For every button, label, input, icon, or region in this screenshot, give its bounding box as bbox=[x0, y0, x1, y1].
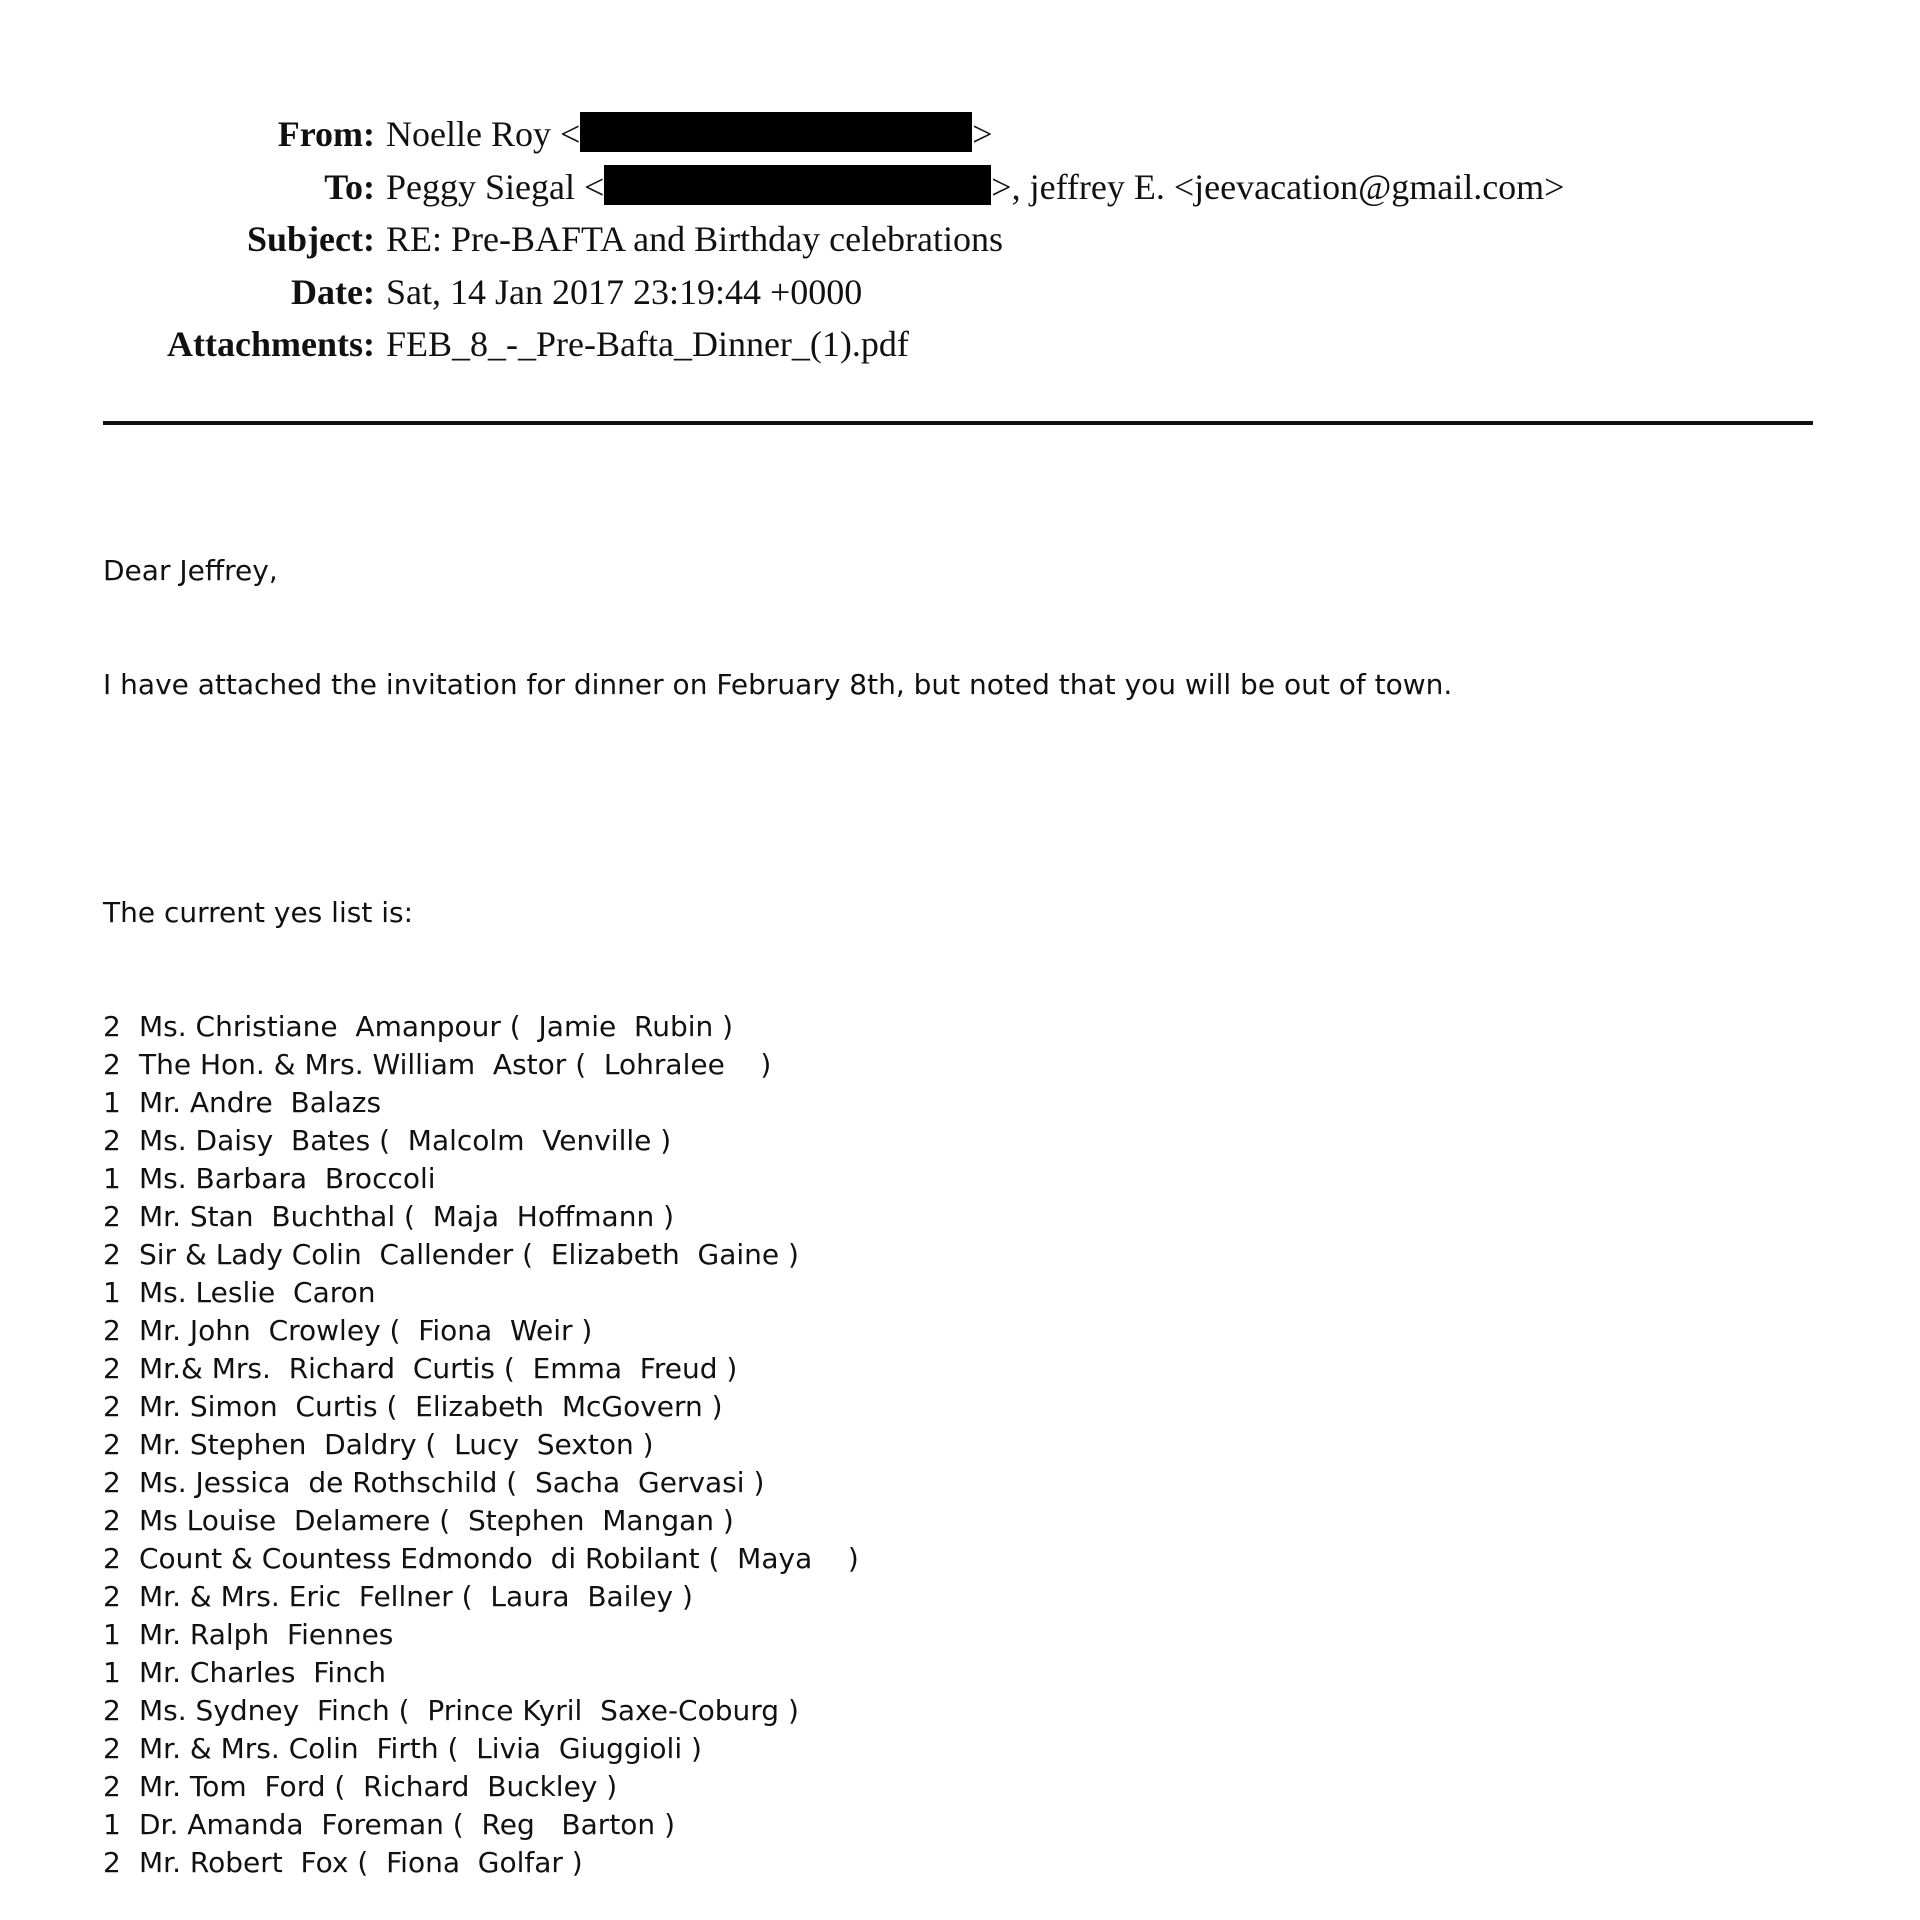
from-name: Noelle Roy < bbox=[386, 114, 581, 154]
to-label: To: bbox=[324, 166, 375, 207]
greeting: Dear Jeffrey, bbox=[103, 554, 278, 587]
list-intro: The current yes list is: bbox=[103, 896, 413, 929]
guest-count: 1 bbox=[103, 1618, 121, 1651]
email-body bbox=[103, 476, 1863, 1920]
guest-count: 2 bbox=[103, 1542, 121, 1575]
guest-name: Count & Countess Edmondo di Robilant ( Maya ) bbox=[139, 1542, 859, 1575]
guest-name: Ms. Daisy Bates ( Malcolm Venville ) bbox=[139, 1124, 672, 1157]
guest-list-item bbox=[103, 1616, 1863, 1654]
guest-name: Mr.& Mrs. Richard Curtis ( Emma Freud ) bbox=[139, 1352, 738, 1385]
guest-list-item bbox=[103, 1502, 1863, 1540]
guest-list-item bbox=[103, 1464, 1863, 1502]
guest-count: 2 bbox=[103, 1048, 121, 1081]
guest-list-item bbox=[103, 1160, 1863, 1198]
date-label: Date: bbox=[291, 271, 375, 312]
guest-list-item bbox=[103, 1122, 1863, 1160]
guest-list-item bbox=[103, 1806, 1863, 1844]
guest-name: Mr. Ralph Fiennes bbox=[139, 1618, 394, 1651]
subject-label: Subject: bbox=[247, 219, 375, 259]
guest-count: 2 bbox=[103, 1352, 121, 1385]
guest-count: 1 bbox=[103, 1162, 121, 1195]
guest-name: Sir & Lady Colin Callender ( Elizabeth Gaine ) bbox=[139, 1238, 799, 1271]
to-name: Peggy Siegal < bbox=[386, 166, 605, 207]
guest-name: Ms. Sydney Finch ( Prince Kyril Saxe-Coburg ) bbox=[139, 1694, 799, 1727]
guest-name: Ms. Christiane Amanpour ( Jamie Rubin ) bbox=[139, 1010, 734, 1043]
intro-text: I have attached the invitation for dinner on February 8th, but noted that you will be out of town. bbox=[103, 668, 1453, 701]
guest-name: Ms. Barbara Broccoli bbox=[139, 1162, 436, 1195]
subject-row bbox=[0, 213, 1920, 266]
guest-count: 2 bbox=[103, 1124, 121, 1157]
from-value bbox=[386, 108, 993, 161]
guest-list-item bbox=[103, 1236, 1863, 1274]
guest-list-item bbox=[103, 1198, 1863, 1236]
guest-list-item bbox=[103, 1768, 1863, 1806]
subject-value: RE: Pre-BAFTA and Birthday celebrations bbox=[386, 219, 1004, 259]
redaction-bar bbox=[580, 112, 972, 152]
guest-list-item bbox=[103, 1844, 1863, 1882]
header-divider bbox=[103, 421, 1813, 425]
guest-count: 2 bbox=[103, 1770, 121, 1803]
guest-count: 2 bbox=[103, 1580, 121, 1613]
guest-name: Ms Louise Delamere ( Stephen Mangan ) bbox=[139, 1504, 734, 1537]
guest-count: 2 bbox=[103, 1504, 121, 1537]
guest-list-item bbox=[103, 1540, 1863, 1578]
to-value bbox=[386, 161, 1564, 214]
guest-name: Mr. John Crowley ( Fiona Weir ) bbox=[139, 1314, 593, 1347]
guest-count: 1 bbox=[103, 1808, 121, 1841]
to-rest: >, jeffrey E. <jeevacation@gmail.com> bbox=[991, 166, 1565, 207]
guest-count: 2 bbox=[103, 1010, 121, 1043]
guest-list-item bbox=[103, 1046, 1863, 1084]
paragraph-gap bbox=[103, 780, 1863, 818]
from-close: > bbox=[972, 114, 993, 154]
attachments-label: Attachments: bbox=[167, 324, 375, 364]
guest-name: Dr. Amanda Foreman ( Reg Barton ) bbox=[139, 1808, 675, 1841]
guest-name: Ms. Leslie Caron bbox=[139, 1276, 376, 1309]
guest-count: 2 bbox=[103, 1846, 121, 1879]
email-header bbox=[0, 108, 1920, 371]
guest-name: Mr. Stephen Daldry ( Lucy Sexton ) bbox=[139, 1428, 654, 1461]
guest-name: Mr. Tom Ford ( Richard Buckley ) bbox=[139, 1770, 618, 1803]
guest-list-item bbox=[103, 1312, 1863, 1350]
guest-name: Mr. Stan Buchthal ( Maja Hoffmann ) bbox=[139, 1200, 675, 1233]
guest-list-item bbox=[103, 1008, 1863, 1046]
guest-list-item bbox=[103, 1274, 1863, 1312]
guest-count: 1 bbox=[103, 1086, 121, 1119]
guest-count: 1 bbox=[103, 1276, 121, 1309]
guest-name: Mr. Simon Curtis ( Elizabeth McGovern ) bbox=[139, 1390, 723, 1423]
guest-name: Mr. & Mrs. Eric Fellner ( Laura Bailey ) bbox=[139, 1580, 693, 1613]
guest-list-item bbox=[103, 1426, 1863, 1464]
guest-count: 2 bbox=[103, 1390, 121, 1423]
guest-list-item bbox=[103, 1350, 1863, 1388]
guest-count: 2 bbox=[103, 1694, 121, 1727]
date-row bbox=[0, 266, 1920, 319]
from-row bbox=[0, 108, 1920, 161]
guest-count: 2 bbox=[103, 1428, 121, 1461]
guest-count: 2 bbox=[103, 1314, 121, 1347]
guest-list-item bbox=[103, 1654, 1863, 1692]
guest-list-item bbox=[103, 1084, 1863, 1122]
from-label: From: bbox=[277, 114, 375, 154]
guest-list-item bbox=[103, 1692, 1863, 1730]
to-row bbox=[0, 161, 1920, 214]
attachments-row bbox=[0, 318, 1920, 371]
guest-count: 2 bbox=[103, 1732, 121, 1765]
guest-list bbox=[103, 1008, 1863, 1882]
attachment-filename: FEB_8_-_Pre-Bafta_Dinner_(1).pdf bbox=[386, 324, 909, 364]
guest-name: Mr. Andre Balazs bbox=[139, 1086, 382, 1119]
guest-name: The Hon. & Mrs. William Astor ( Lohralee ) bbox=[139, 1048, 772, 1081]
guest-list-item bbox=[103, 1578, 1863, 1616]
guest-count: 2 bbox=[103, 1238, 121, 1271]
guest-count: 1 bbox=[103, 1656, 121, 1689]
guest-count: 2 bbox=[103, 1466, 121, 1499]
date-value: Sat, 14 Jan 2017 23:19:44 +0000 bbox=[386, 271, 863, 312]
guest-count: 2 bbox=[103, 1200, 121, 1233]
guest-list-item bbox=[103, 1388, 1863, 1426]
guest-list-item bbox=[103, 1730, 1863, 1768]
guest-name: Mr. Robert Fox ( Fiona Golfar ) bbox=[139, 1846, 583, 1879]
guest-name: Mr. Charles Finch bbox=[139, 1656, 386, 1689]
guest-name: Mr. & Mrs. Colin Firth ( Livia Giuggioli ) bbox=[139, 1732, 702, 1765]
guest-name: Ms. Jessica de Rothschild ( Sacha Gervasi ) bbox=[139, 1466, 765, 1499]
redaction-bar bbox=[604, 165, 991, 205]
